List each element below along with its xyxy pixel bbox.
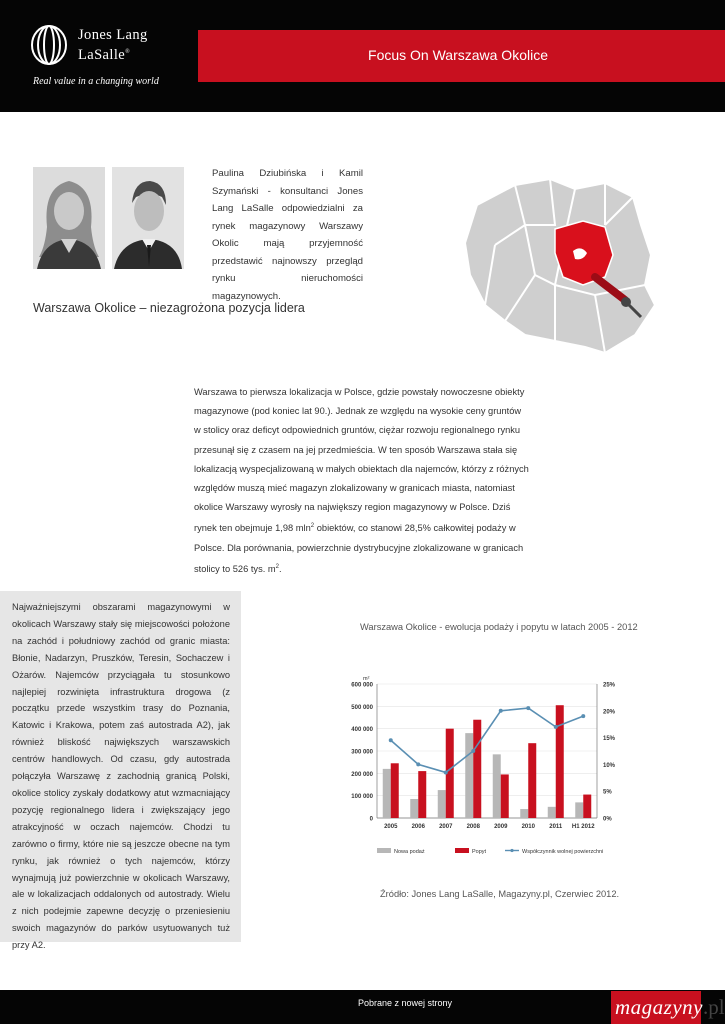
y2-tick-label: 20% — [603, 709, 616, 716]
superscript-2: 2 — [310, 523, 315, 530]
article-body-part3: . — [278, 564, 282, 575]
bar-supply — [383, 769, 391, 818]
magazyny-brand-suffix: .pl — [703, 995, 725, 1019]
chart-source: Źródło: Jones Lang LaSalle, Magazyny.pl, Czerwiec 2012. — [380, 889, 620, 899]
legend-label-supply: Nowa podaż — [394, 849, 425, 855]
y-tick-label: 300 000 — [351, 749, 373, 756]
point-vacancy — [416, 762, 420, 766]
sidebar-text: Najważniejszymi obszarami magazynowymi w okolicach Warszawy stały się miejscowości położone na zachód i południowy zachód od granic miasta: Błonie, Nadarzyn, Pruszków, Teresin, Sochaczew i Ożarów. Najemców przyciągała tu stosunkowo najlepiej rozwinięta infrastruktura drogowa (z początku przede wszystkim trasy do Poznania, Katowic i Krakowa, potem zaś autostrada A2), jak również bliskość największych warszawskich centrów handlowych. Od czasu, gdy autostrada połączyła Warszawę z zachodnią granicą Polski, okolice stolicy zyskały dodatkowy atut wzmacniający pozycję regionalnego lidera i zwiększający jego atrakcyjność w oczach najemców. Chodzi tu zarówno o firmy, które nie są jeszcze obecne na tym rynku, jak również o tych najemców, którzy wynajmują już powierzchnie w okolicach Warszawy, ale w lokalizacjach oddalonych od autostrady. Wielu z nich podejmie zapewne decyzję o przeniesieniu swoich magazynów do parków usytuowanych tuż przy A2. — [12, 602, 230, 951]
point-vacancy — [526, 706, 530, 710]
footer-text: Pobrane z nowej strony — [358, 998, 453, 1008]
legend-label-vacancy: Współczynnik wolnej powierzchni — [522, 849, 604, 855]
article-body-part2: obiektów, co stanowi 28,5% całkowitej podaży w Polsce. Dla porównania, powierzchnie dystrybucyjne zlokalizowane w granicach stolicy to 526 tys. m — [194, 523, 524, 575]
x-tick-label: 2005 — [384, 824, 398, 830]
magazyny-brand: magazyny — [615, 995, 703, 1019]
line-vacancy — [391, 708, 584, 772]
x-tick-label: 2010 — [521, 824, 535, 830]
company-name-line2: LaSalle — [78, 46, 126, 63]
consultant-photo-male — [112, 167, 184, 269]
x-tick-label: 2007 — [439, 824, 453, 830]
consultant-photo-female — [33, 167, 105, 269]
y2-tick-label: 5% — [603, 789, 612, 796]
bar-demand — [473, 720, 481, 818]
y2-tick-label: 25% — [603, 682, 616, 689]
y-tick-label: 400 000 — [351, 727, 373, 734]
magazyny-logo[interactable] — [611, 991, 725, 1024]
point-vacancy — [554, 725, 558, 729]
y-tick-label: 500 000 — [351, 704, 373, 711]
article-body — [194, 383, 530, 579]
y-tick-label: 200 000 — [351, 771, 373, 778]
y2-tick-label: 10% — [603, 762, 616, 769]
bar-supply — [465, 733, 473, 818]
bar-demand — [528, 743, 536, 818]
bar-demand — [418, 771, 426, 818]
legend-marker-vacancy — [510, 849, 513, 852]
point-vacancy — [444, 770, 448, 774]
legend-swatch-demand — [455, 848, 469, 853]
title-banner — [198, 30, 725, 82]
y-tick-label: 600 000 — [351, 682, 373, 689]
consultant-photo-male-image — [112, 167, 184, 269]
y2-tick-label: 15% — [603, 736, 616, 743]
article-body-part1: Warszawa to pierwsza lokalizacja w Polsce, gdzie powstały nowoczesne obiekty magazynowe (pod koniec lat 90.). Jednak ze względu na wysokie ceny gruntów w stolicy oraz deficyt odpowiednich gruntów, ciężar rozwoju regionalnego rynku przesunął się z czasem na jej przedmieścia. W ten sposób Warszawa stała się lokalizacją wyspecjalizowaną w małych obiektach dla najemców, którzy z różnych względów muszą mieć magazyn zlokalizowany w granicach miasta, natomiast okolice Warszawy wyrosły na największy region magazynowy w Polsce. Dziś rynek ten obejmuje 1,98 mln — [194, 387, 529, 534]
legend-swatch-supply — [377, 848, 391, 853]
bar-supply — [548, 807, 556, 818]
x-tick-label: H1 2012 — [571, 824, 595, 830]
x-tick-label: 2008 — [466, 824, 480, 830]
y-tick-label: 0 — [369, 816, 373, 823]
superscript-2: 2 — [275, 563, 279, 570]
point-vacancy — [471, 749, 475, 753]
bar-demand — [556, 705, 564, 818]
y-tick-label: 100 000 — [351, 794, 373, 801]
bar-supply — [575, 802, 583, 818]
bar-demand — [583, 795, 591, 818]
supply-demand-chart — [335, 672, 635, 867]
point-vacancy — [389, 738, 393, 742]
y-axis-unit: m² — [363, 676, 370, 682]
intro-text: Paulina Dziubińska i Kamil Szymański - konsultanci Jones Lang LaSalle odpowiedzialni za rynek magazynowy Warszawy Okolic mają przyjemność przedstawić najnowszy przegląd rynku nieruchomości magazynowych. — [212, 168, 363, 302]
x-tick-label: 2006 — [411, 824, 425, 830]
point-vacancy — [581, 714, 585, 718]
page-title: Focus On Warszawa Okolice — [368, 47, 548, 63]
registered-mark: ® — [125, 49, 131, 55]
company-name — [78, 27, 148, 64]
point-vacancy — [499, 709, 503, 713]
chart-title: Warszawa Okolice - ewolucja podaży i popytu w latach 2005 - 2012 — [360, 622, 638, 632]
x-tick-label: 2009 — [494, 824, 508, 830]
x-tick-label: 2011 — [549, 824, 563, 830]
bar-supply — [520, 809, 528, 818]
bar-demand — [391, 763, 399, 818]
consultant-photo-female-image — [33, 167, 105, 269]
jll-logo-icon — [30, 25, 68, 65]
y2-tick-label: 0% — [603, 816, 612, 823]
section-title: Warszawa Okolice – niezagrożona pozycja lidera — [33, 301, 305, 315]
bar-supply — [493, 754, 501, 818]
company-name-line1: Jones Lang — [78, 27, 148, 43]
legend-label-demand: Popyt — [472, 849, 487, 855]
bar-supply — [410, 799, 418, 818]
bar-supply — [438, 790, 446, 818]
company-tagline: Real value in a changing world — [33, 76, 159, 87]
poland-map-icon — [455, 165, 665, 360]
bar-demand — [501, 774, 509, 818]
header — [0, 0, 725, 112]
sidebar-box — [0, 591, 241, 951]
